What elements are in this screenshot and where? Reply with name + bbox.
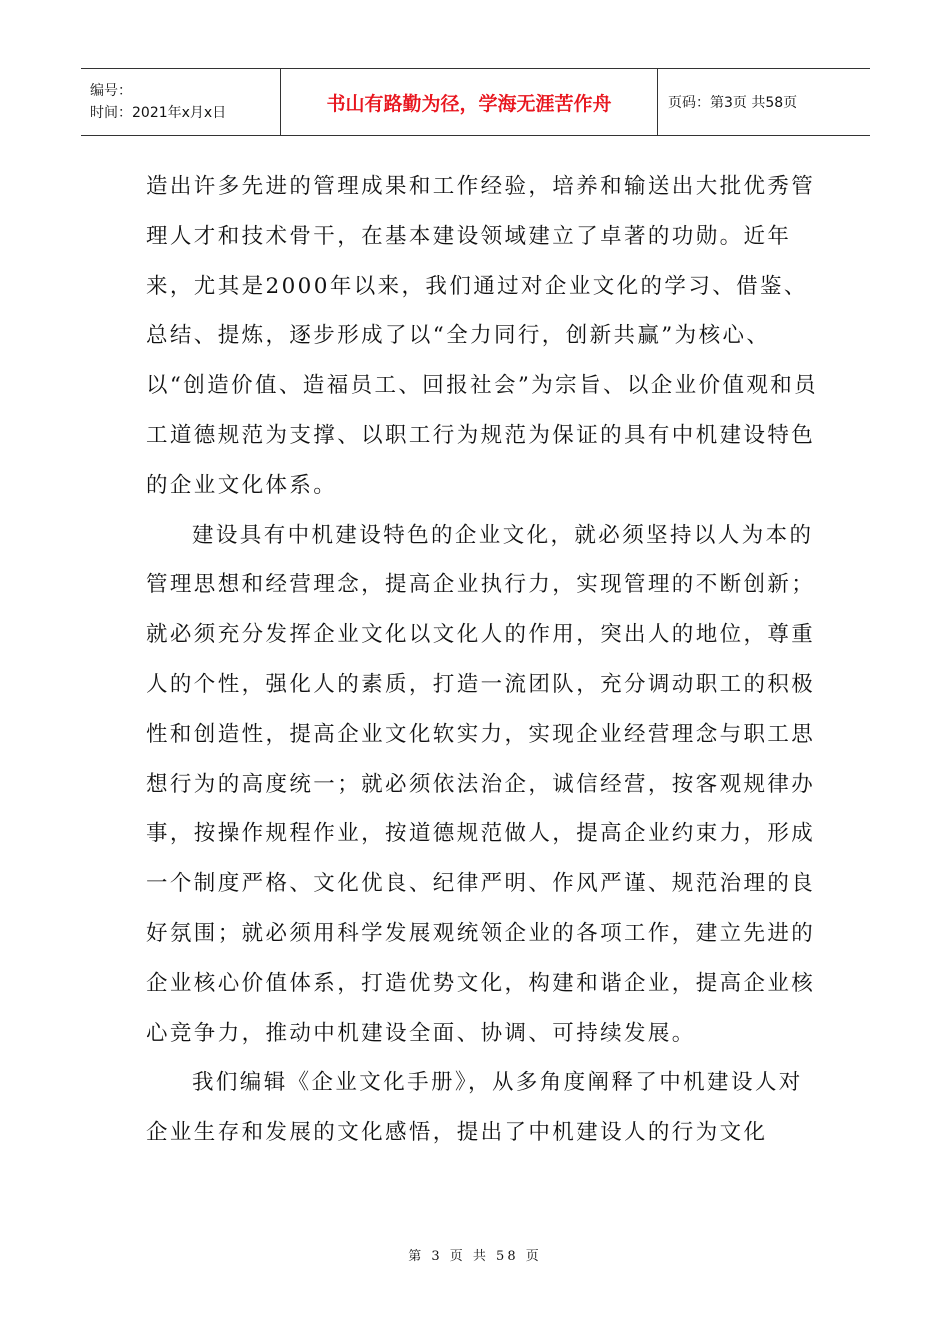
document-body: [146, 162, 826, 1158]
header-motto: 书山有路勤为径，学海无涯苦作舟: [280, 69, 658, 135]
doc-date: 时间：2021年x月x日: [90, 105, 227, 121]
doc-number: 编号：: [90, 83, 132, 99]
paragraph-1: 造出许多先进的管理成果和工作经验，培养和输送出大批优秀管理人才和技术骨干，在基本建设领域建立了卓著的功勋。近年来，尤其是2000年以来，我们通过对企业文化的学习、借鉴、总结、提炼，逐步形成了以“全力同行，创新共赢”为核心、以“创造价值、造福员工、回报社会”为宗旨、以企业价值观和员工道德规范为支撑、以职工行为规范为保证的具有中机建设特色的企业文化体系。: [146, 174, 819, 498]
header-meta: [81, 69, 280, 135]
paragraph-3: 我们编辑《企业文化手册》，从多角度阐释了中机建设人对企业生存和发展的文化感悟，提出了中机建设人的行为文化: [146, 1070, 803, 1146]
paragraph-2: 建设具有中机建设特色的企业文化，就必须坚持以人为本的管理思想和经营理念，提高企业执行力，实现管理的不断创新；就必须充分发挥企业文化以文化人的作用，突出人的地位，尊重人的个性，强化人的素质，打造一流团队，充分调动职工的积极性和创造性，提高企业文化软实力，实现企业经营理念与职工思想行为的高度统一；就必须依法治企，诚信经营，按客观规律办事，按操作规程作业，按道德规范做人，提高企业约束力，形成一个制度严格、文化优良、纪律严明、作风严谨、规范治理的良好氛围；就必须用科学发展观统领企业的各项工作，建立先进的企业核心价值体系，打造优势文化，构建和谐企业，提高企业核心竞争力，推动中机建设全面、协调、可持续发展。: [146, 522, 816, 1046]
page-header: [81, 68, 870, 136]
header-page-info: 页码：第3页 共58页: [668, 95, 798, 111]
page-footer: 第 3 页 共 58 页: [408, 1249, 542, 1264]
